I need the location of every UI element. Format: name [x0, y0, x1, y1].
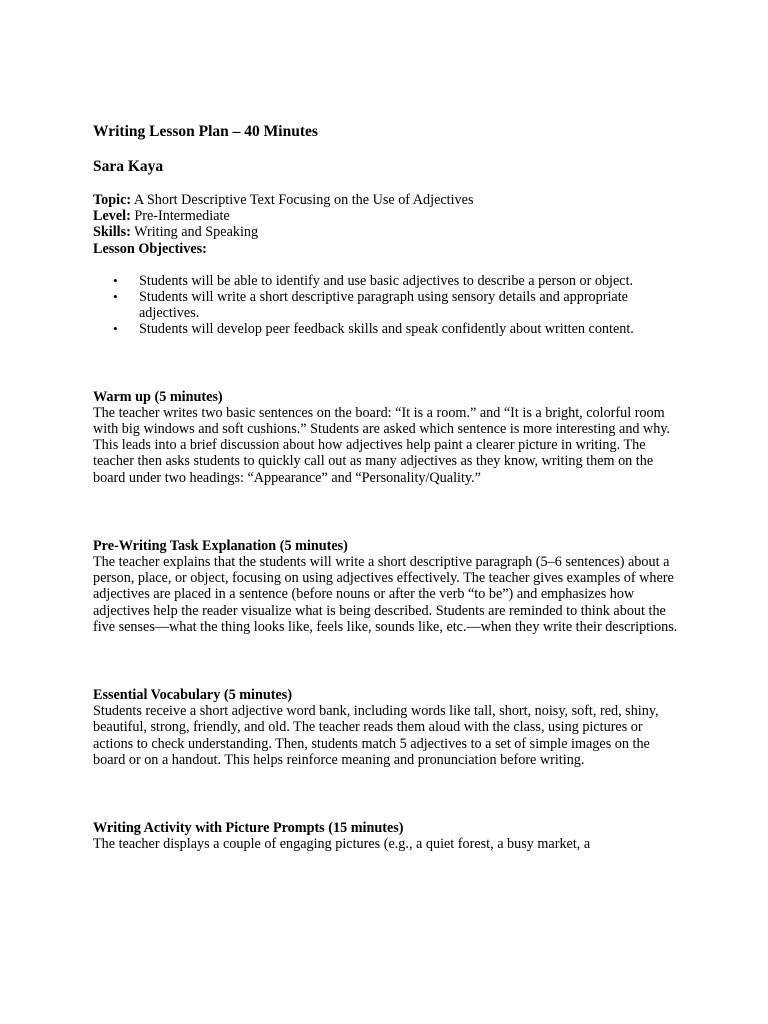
bullet-icon: •	[113, 321, 118, 337]
meta-level-value: Pre-Intermediate	[130, 208, 230, 225]
meta-topic	[93, 192, 683, 208]
document-page	[93, 122, 683, 852]
objectives-list	[93, 273, 683, 338]
meta-skills	[93, 224, 683, 240]
bullet-icon: •	[113, 272, 118, 288]
section-heading: Pre-Writing Task Explanation (5 minutes)	[93, 537, 348, 554]
list-item	[93, 321, 679, 337]
section-heading: Writing Activity with Picture Prompts (15 minutes)	[93, 820, 404, 837]
list-item	[93, 273, 679, 289]
section-warm-up	[93, 389, 683, 486]
author-name: Sara Kaya	[93, 158, 164, 175]
objective-text: Students will develop peer feedback skills and speak confidently about written content.	[139, 321, 634, 338]
section-body: The teacher displays a couple of engaging pictures (e.g., a quiet forest, a busy market, a	[93, 836, 591, 853]
bullet-icon: •	[113, 289, 118, 305]
meta-skills-value: Writing and Speaking	[130, 224, 259, 241]
objective-text: Students will write a short descriptive paragraph using sensory details and appropriate adjectives.	[139, 289, 628, 322]
meta-level-label: Level:	[93, 208, 131, 225]
section-pre-writing	[93, 538, 683, 635]
meta-objectives-label: Lesson Objectives:	[93, 240, 207, 257]
meta-topic-value: A Short Descriptive Text Focusing on the Use of Adjectives	[131, 192, 474, 208]
meta-objectives	[93, 241, 683, 257]
document-title: Writing Lesson Plan – 40 Minutes	[93, 123, 318, 140]
section-writing-activity	[93, 820, 683, 852]
section-heading: Warm up (5 minutes)	[93, 388, 223, 405]
section-body: The teacher writes two basic sentences on the board: “It is a room.” and “It is a bright, colorful room with big windows and soft cushions.” Students are asked which sentence is more interesting and why. This leads into a brief discussion about how adjectives help paint a clearer picture in writing. The teacher then asks students to quickly call out as many adjectives as they know, writing them on the board under two headings: “Appearance” and “Personality/Quality.”	[93, 404, 671, 486]
meta-level	[93, 208, 683, 224]
list-item	[93, 289, 679, 321]
section-heading: Essential Vocabulary (5 minutes)	[93, 687, 293, 704]
meta-skills-label: Skills:	[93, 224, 131, 241]
section-body: Students receive a short adjective word bank, including words like tall, short, noisy, soft, red, shiny, beautiful, strong, friendly, and old. The teacher reads them aloud with the class, using pictures or actions to check understanding. Then, students match 5 adjectives to a set of simple images on the board or on a handout. This helps reinforce meaning and pronunciation before writing.	[93, 703, 659, 768]
section-body: The teacher explains that the students will write a short descriptive paragraph (5–6 sentences) about a person, place, or object, focusing on using adjectives effectively. The teacher gives examples of where adjectives are placed in a sentence (before nouns or after the verb “to be”) and emphasizes how adjectives help the reader visualize what is being described. Students are reminded to think about the five senses—what the thing looks like, feels like, sounds like, etc.—when they write their descriptions.	[93, 554, 678, 635]
lesson-meta	[93, 192, 683, 257]
section-vocabulary	[93, 687, 683, 768]
objective-text: Students will be able to identify and use basic adjectives to describe a person or object.	[139, 272, 634, 289]
meta-topic-label: Topic:	[93, 192, 132, 208]
